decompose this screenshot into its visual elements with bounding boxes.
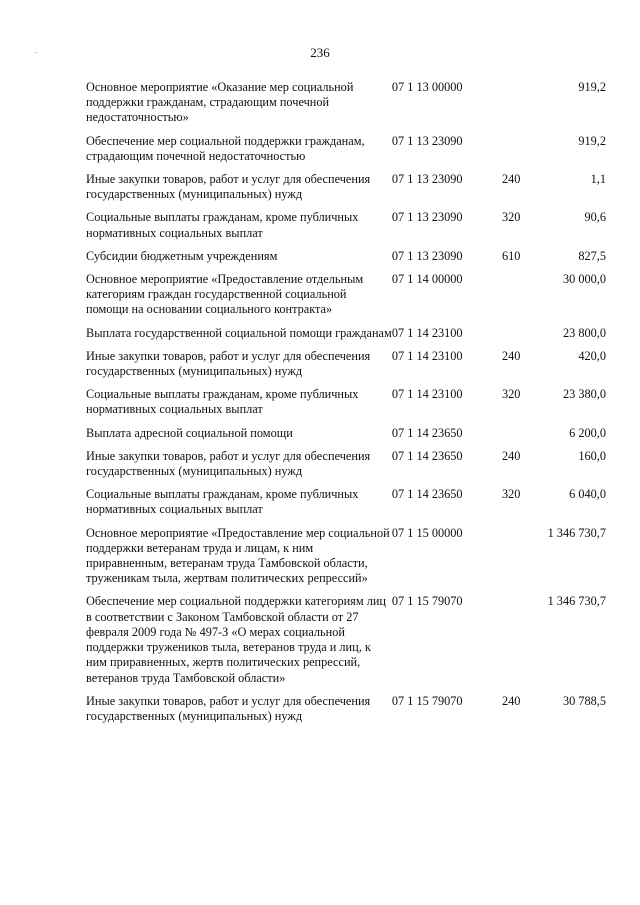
table-row — [86, 594, 606, 693]
row-expense-type — [502, 326, 541, 349]
row-name: Социальные выплаты гражданам, кроме публичных нормативных социальных выплат — [86, 387, 359, 417]
row-amount: 1 346 730,7 — [547, 525, 606, 540]
row-expense-type: 610 — [501, 248, 521, 263]
row-name: Иные закупки товаров, работ и услуг для обеспечения государственных (муниципальных) нужд — [86, 172, 371, 202]
row-expense-type — [502, 594, 541, 693]
row-code: 07 1 13 23090 — [391, 210, 463, 225]
page-number: 236 — [310, 45, 330, 60]
row-code: 07 1 13 23090 — [391, 172, 463, 187]
row-expense-type: 320 — [501, 210, 521, 225]
row-amount: 30 788,5 — [562, 693, 606, 708]
row-expense-type: 240 — [501, 448, 521, 463]
row-name: Основное мероприятие «Оказание мер социальной поддержки гражданам, страдающим почечной недостаточностью» — [86, 80, 354, 125]
table-row — [86, 426, 606, 449]
row-expense-type: 240 — [501, 172, 521, 187]
table-row — [86, 487, 606, 525]
row-name: Субсидии бюджетным учреждениям — [86, 248, 278, 263]
row-name: Выплата государственной социальной помощи гражданам — [86, 325, 392, 340]
row-amount: 1,1 — [590, 172, 606, 187]
row-name: Иные закупки товаров, работ и услуг для обеспечения государственных (муниципальных) нужд — [86, 348, 371, 379]
row-expense-type — [502, 80, 541, 134]
budget-table — [86, 80, 606, 732]
row-amount: 919,2 — [578, 80, 606, 94]
row-expense-type: 240 — [501, 348, 521, 363]
row-code: 07 1 14 23650 — [391, 487, 463, 502]
row-amount: 160,0 — [578, 448, 606, 463]
row-amount: 6 200,0 — [569, 425, 606, 440]
table-row — [86, 134, 606, 172]
row-name: Обеспечение мер социальной поддержки категориям лиц в соответствии с Законом Тамбовской области от 27 февраля 2009 года № 497-З «О мерах социальной поддержки тружеников тыла, ветеранов труда и лиц, к ним приравненных, жертв политических репрессий, ветеранов труда Тамбовской области» — [86, 594, 386, 685]
row-expense-type: 320 — [501, 487, 521, 502]
row-code: 07 1 14 00000 — [391, 272, 463, 287]
row-code: 07 1 15 00000 — [391, 525, 463, 540]
row-name: Обеспечение мер социальной поддержки гражданам, страдающим почечной недостаточностью — [86, 133, 365, 163]
row-name: Иные закупки товаров, работ и услуг для обеспечения государственных (муниципальных) нужд — [86, 448, 371, 479]
table-row — [86, 387, 606, 425]
budget-table-body — [86, 80, 606, 732]
row-amount: 919,2 — [578, 133, 606, 148]
row-code: 07 1 13 00000 — [391, 80, 463, 94]
table-row — [86, 526, 606, 595]
table-row — [86, 210, 606, 248]
row-name: Выплата адресной социальной помощи — [86, 425, 293, 440]
row-amount: 30 000,0 — [562, 272, 606, 287]
row-amount: 90,6 — [584, 210, 606, 225]
row-name: Иные закупки товаров, работ и услуг для обеспечения государственных (муниципальных) нужд — [86, 693, 371, 723]
row-expense-type — [502, 426, 541, 449]
row-name: Социальные выплаты гражданам, кроме публичных нормативных социальных выплат — [86, 210, 359, 240]
row-amount: 6 040,0 — [569, 487, 606, 502]
row-code: 07 1 15 79070 — [391, 693, 463, 708]
row-name: Основное мероприятие «Предоставление отдельным категориям граждан государственной социальной помощи на основании социального контракта» — [86, 272, 364, 317]
row-amount: 23 800,0 — [562, 325, 606, 340]
row-name: Основное мероприятие «Предоставление мер социальной поддержки ветеранам труда и лицам, к ним приравненным, ветеранам труда Тамбовской области, труженикам тыла, жертвам политических репрессий» — [86, 525, 390, 586]
row-code: 07 1 14 23100 — [391, 387, 463, 402]
row-amount: 420,0 — [578, 348, 606, 363]
row-code: 07 1 13 23090 — [391, 248, 463, 263]
row-expense-type — [502, 526, 541, 595]
row-name: Социальные выплаты гражданам, кроме публичных нормативных социальных выплат — [86, 487, 359, 517]
row-amount: 827,5 — [578, 248, 606, 263]
row-expense-type — [502, 272, 541, 326]
row-code: 07 1 15 79070 — [391, 594, 463, 609]
table-row — [86, 272, 606, 326]
row-expense-type — [502, 134, 541, 172]
table-row — [86, 172, 606, 210]
row-code: 07 1 13 23090 — [391, 133, 463, 148]
row-amount: 1 346 730,7 — [547, 594, 606, 609]
row-code: 07 1 14 23650 — [391, 425, 463, 440]
table-row — [86, 694, 606, 732]
row-code: 07 1 14 23650 — [391, 448, 463, 463]
row-code: 07 1 14 23100 — [391, 325, 463, 340]
table-row — [86, 80, 606, 134]
row-expense-type: 240 — [501, 693, 521, 708]
table-row — [86, 349, 606, 387]
table-row — [86, 326, 606, 349]
row-amount: 23 380,0 — [562, 387, 606, 402]
table-row — [86, 249, 606, 272]
row-code: 07 1 14 23100 — [391, 348, 463, 363]
table-row — [86, 449, 606, 487]
row-expense-type: 320 — [501, 387, 521, 402]
